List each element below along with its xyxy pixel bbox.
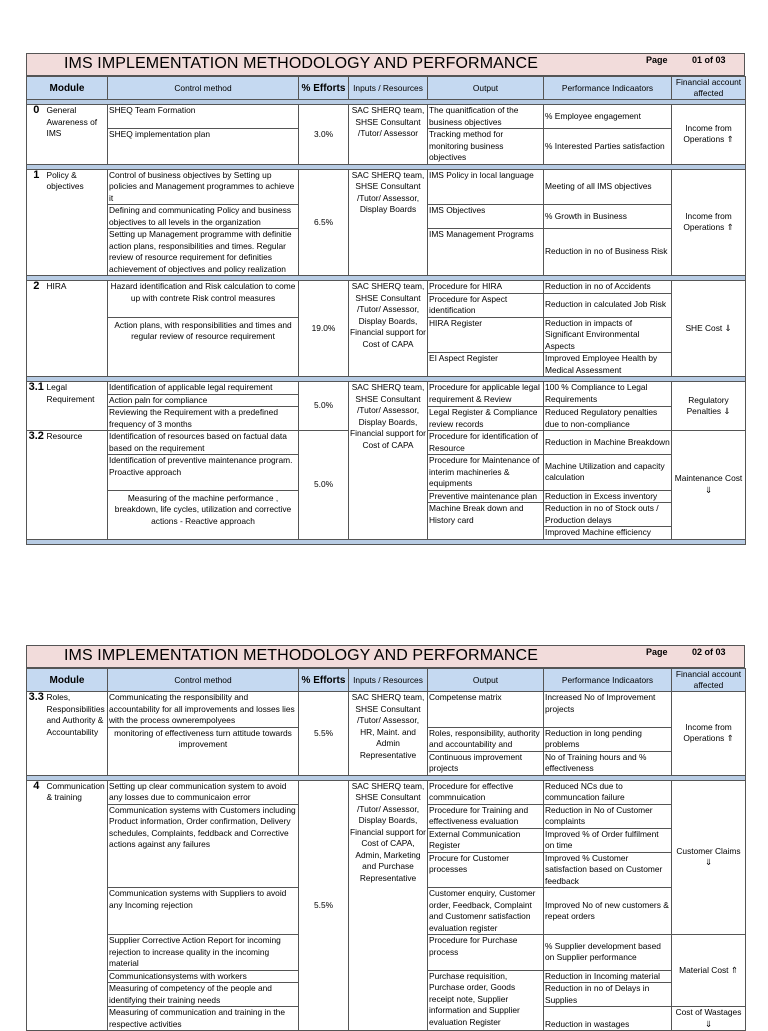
module-name: Legal Requirement [46, 382, 108, 431]
kpi-cell: Reduction in calculated Job Risk [544, 293, 672, 317]
control-method-cell: Defining and communicating Policy and business objectives to all levels in the organization [108, 205, 299, 229]
kpi-cell: Machine Utilization and capacity calculation [544, 455, 672, 491]
inputs-cell: SAC SHERQ team, SHSE Consultant /Tutor/ Assessor [349, 105, 428, 165]
kpi-cell: % Employee engagement [544, 105, 672, 129]
kpi-cell: Reduction in long pending problems [544, 727, 672, 751]
output-cell: Procure for Customer processes [428, 852, 544, 888]
output-cell: External Communication Register [428, 828, 544, 852]
inputs-cell: SAC SHERQ team, SHSE Consultant /Tutor/ Assessor, Display Boards, Financial support for Cost of CAPA [349, 281, 428, 377]
efforts-cell: 5.5% [299, 780, 349, 1031]
kpi-cell: Reduction in impacts of Significant Environmental Aspects [544, 317, 672, 353]
document-page-2 [26, 645, 745, 1031]
financial-cell: Income from Operations ⇑ [672, 692, 746, 776]
control-method-cell: Supplier Corrective Action Report for incoming rejection to increase quality in the incoming material [108, 935, 299, 971]
page-label: Page [646, 55, 668, 65]
control-method-cell: Communication systems with Suppliers to avoid any Incoming rejection [108, 888, 299, 935]
header-module: Module [27, 669, 108, 692]
kpi-cell: % Supplier development based on Supplier performance [544, 935, 672, 971]
header-inputs: Inputs / Resources [349, 77, 428, 100]
header-output: Output [428, 77, 544, 100]
output-cell: Legal Register & Compliance review records [428, 407, 544, 431]
header-inputs: Inputs / Resources [349, 669, 428, 692]
control-method-cell: Communicationsystems with workers [108, 970, 299, 983]
header-output: Output [428, 669, 544, 692]
kpi-cell: Reduction in no of Business Risk [544, 229, 672, 276]
header-financial: Financial account affected [672, 669, 746, 692]
page-number: 01 of 03 [692, 55, 726, 65]
section-number: 4 [27, 780, 46, 1031]
output-cell: Preventive maintenance plan [428, 490, 544, 503]
output-cell: Purchase requisition, Purchase order, Goods receipt note, Supplier information and Supplier evaluation Register [428, 970, 544, 1031]
financial-cell: Material Cost ⇑ [672, 935, 746, 1007]
kpi-cell: Improved % of Order fulfilment on time [544, 828, 672, 852]
section-number: 1 [27, 169, 46, 276]
section-number: 2 [27, 281, 46, 377]
table-row [27, 692, 746, 728]
module-name: General Awareness of IMS [46, 105, 108, 165]
header-control-method: Control method [108, 669, 299, 692]
methodology-table [26, 668, 746, 1031]
output-cell: The quanitfication of the business objectives [428, 105, 544, 129]
kpi-cell: Improved No of new customers & repeat orders [544, 888, 672, 935]
control-method-cell: Communicating the responsibility and accountability for all improvements and losses lies with the process ownerempolyees [108, 692, 299, 728]
kpi-cell: % Growth in Business [544, 205, 672, 229]
header-module: Module [27, 77, 108, 100]
table-row [27, 105, 746, 129]
efforts-cell: 19.0% [299, 281, 349, 377]
control-method-cell: Identification of applicable legal requirement [108, 382, 299, 395]
kpi-cell: Reduction in wastages [544, 1007, 672, 1031]
control-method-cell: Measuring of competency of the people and identifying their training needs [108, 983, 299, 1007]
table-row [27, 780, 746, 804]
financial-cell: SHE Cost ⇓ [672, 281, 746, 377]
output-cell: Machine Break down and History card [428, 503, 544, 540]
header-efforts: % Efforts [299, 77, 349, 100]
kpi-cell: No of Training hours and % effectiveness [544, 751, 672, 775]
financial-cell: Income from Operations ⇑ [672, 169, 746, 276]
page-title: IMS IMPLEMENTATION METHODOLOGY AND PERFORMANCE [64, 55, 538, 72]
financial-cell: Cost of Wastages ⇓ [672, 1007, 746, 1031]
output-cell: Continuous improvement projects [428, 751, 544, 775]
control-method-cell: SHEQ Team Formation [108, 105, 299, 129]
kpi-cell: 100 % Compliance to Legal Requirements [544, 382, 672, 407]
module-name: Resource [46, 431, 108, 540]
kpi-cell: Improved Machine efficiency [544, 527, 672, 540]
control-method-cell: Setting up Management programme with definitie action plans, responsibilities and times. Regular review of resource requirement for definities achievement of objectives and policy realization [108, 229, 299, 276]
kpi-cell: Reduction in Incoming material [544, 970, 672, 983]
efforts-cell: 5.0% [299, 382, 349, 431]
section-number: 3.1 [27, 382, 46, 431]
kpi-cell: % Interested Parties satisfaction [544, 129, 672, 165]
methodology-table [26, 76, 746, 545]
output-cell: Procedure for Training and effectiveness evaluation [428, 804, 544, 828]
output-cell: Procedure for effective commnuication [428, 780, 544, 804]
header-kpi: Performance Indicaators [544, 669, 672, 692]
page-label: Page [646, 647, 668, 657]
efforts-cell: 6.5% [299, 169, 349, 276]
inputs-cell: SAC SHERQ team, SHSE Consultant /Tutor/ Assessor, Display Boards [349, 169, 428, 276]
control-method-cell: Reviewing the Requirement with a predefined frequency of 3 months [108, 407, 299, 431]
control-method-cell: Communication systems with Customers including Product information, Order confirmation, Delivery schedules, Complaints, feddback and Corrective actions against any failures [108, 804, 299, 888]
kpi-cell: Reduction in no of Stock outs / Production delays [544, 503, 672, 527]
table-header-row [27, 77, 746, 100]
financial-cell: Income from Operations ⇑ [672, 105, 746, 165]
inputs-cell: SAC SHERQ team, SHSE Consultant /Tutor/ Assessor, Display Boards, Financial support for Cost of CAPA, Admin, Marketing and Purchase Representative [349, 780, 428, 1031]
table-row [27, 169, 746, 205]
kpi-cell: Meeting of all IMS objectives [544, 169, 672, 205]
output-cell: Procedure for identification of Resource [428, 431, 544, 455]
section-number: 3.2 [27, 431, 46, 540]
output-cell: Competense matrix [428, 692, 544, 728]
header-efforts: % Efforts [299, 669, 349, 692]
output-cell: IMS Objectives [428, 205, 544, 229]
financial-cell: Regulatory Penalties ⇓ [672, 382, 746, 431]
inputs-cell: SAC SHERQ team, SHSE Consultant /Tutor/ Assessor, HR, Maint. and Admin Representative [349, 692, 428, 776]
financial-cell: Customer Claims ⇓ [672, 780, 746, 935]
output-cell: Tracking method for monitoring business objectives [428, 129, 544, 165]
efforts-cell: 3.0% [299, 105, 349, 165]
output-cell: Procedure for Purchase process [428, 935, 544, 971]
output-cell: Roles, responsibility, authority and accountability and [428, 727, 544, 751]
page-number: 02 of 03 [692, 647, 726, 657]
efforts-cell: 5.0% [299, 431, 349, 540]
control-method-cell: Control of business objectives by Setting up policies and Management programmes to achieve it [108, 169, 299, 205]
kpi-cell: Reduced NCs due to communcation failure [544, 780, 672, 804]
control-method-cell: Measuring of the machine performance , breakdown, life cycles, utilization and corrective actions - Reactive approach [108, 490, 299, 539]
module-name: Policy & objectives [46, 169, 108, 276]
output-cell: EI Aspect Register [428, 353, 544, 377]
inputs-cell: SAC SHERQ team, SHSE Consultant /Tutor/ Assessor, Display Boards, Financial support for Cost of CAPA [349, 382, 428, 540]
output-cell: Procedure for applicable legal requirement & Review [428, 382, 544, 407]
financial-cell: Maintenance Cost ⇓ [672, 431, 746, 540]
output-cell: Procedure for Aspect identification [428, 293, 544, 317]
section-number: 0 [27, 105, 46, 165]
control-method-cell: Identification of preventive maintenance program. Proactive approach [108, 455, 299, 491]
page-title-bar [26, 645, 745, 668]
kpi-cell: Reduction in no of Accidents [544, 281, 672, 294]
output-cell: Procedure for HIRA [428, 281, 544, 294]
table-header-row [27, 669, 746, 692]
kpi-cell: Reduction in No of Customer complaints [544, 804, 672, 828]
output-cell: Customer enquiry, Customer order, Feedback, Complaint and Customenr satisfaction evaluation register [428, 888, 544, 935]
kpi-cell: Reduction in no of Delays in Supplies [544, 983, 672, 1007]
control-method-cell: SHEQ implementation plan [108, 129, 299, 165]
output-cell: HIRA Register [428, 317, 544, 353]
kpi-cell: Reduction in Excess inventory [544, 490, 672, 503]
control-method-cell: Setting up clear communication system to avoid any losses due to communicaion error [108, 780, 299, 804]
table-row [27, 281, 746, 294]
control-method-cell: Measuring of communication and training in the respective activities [108, 1007, 299, 1031]
header-financial: Financial account affected [672, 77, 746, 100]
document-page-1 [26, 53, 745, 545]
module-name: HIRA [46, 281, 108, 377]
output-cell: Procedure for Maintenance of interim machineries & equipments [428, 455, 544, 491]
kpi-cell: Increased No of Improvement projects [544, 692, 672, 728]
kpi-cell: Improved % Customer satisfaction based on Customer feedback [544, 852, 672, 888]
header-control-method: Control method [108, 77, 299, 100]
kpi-cell: Improved Employee Health by Medical Assessment [544, 353, 672, 377]
page-title: IMS IMPLEMENTATION METHODOLOGY AND PERFORMANCE [64, 647, 538, 664]
header-kpi: Performance Indicaators [544, 77, 672, 100]
table-row [27, 382, 746, 395]
control-method-cell: Action paln for compliance [108, 394, 299, 407]
control-method-cell: Hazard identification and Risk calculation to come up with contrete Risk control measures [108, 281, 299, 318]
output-cell: IMS Policy in local language [428, 169, 544, 205]
control-method-cell: Identification of resources based on factual data based on the requirement [108, 431, 299, 455]
output-cell: IMS Management Programs [428, 229, 544, 276]
section-number: 3.3 [27, 692, 46, 776]
kpi-cell: Reduction in Machine Breakdown [544, 431, 672, 455]
efforts-cell: 5.5% [299, 692, 349, 776]
kpi-cell: Reduced Regulatory penalties due to non-compliance [544, 407, 672, 431]
module-name: Roles, Responsibilities and Authority & Accountability [46, 692, 108, 776]
control-method-cell: Action plans, with responsibilities and times and regular review of resource requirement [108, 317, 299, 377]
module-name: Communication & training [46, 780, 108, 1031]
page-title-bar [26, 53, 745, 76]
control-method-cell: monitoring of effectiveness turn attitude towards improvement [108, 727, 299, 775]
